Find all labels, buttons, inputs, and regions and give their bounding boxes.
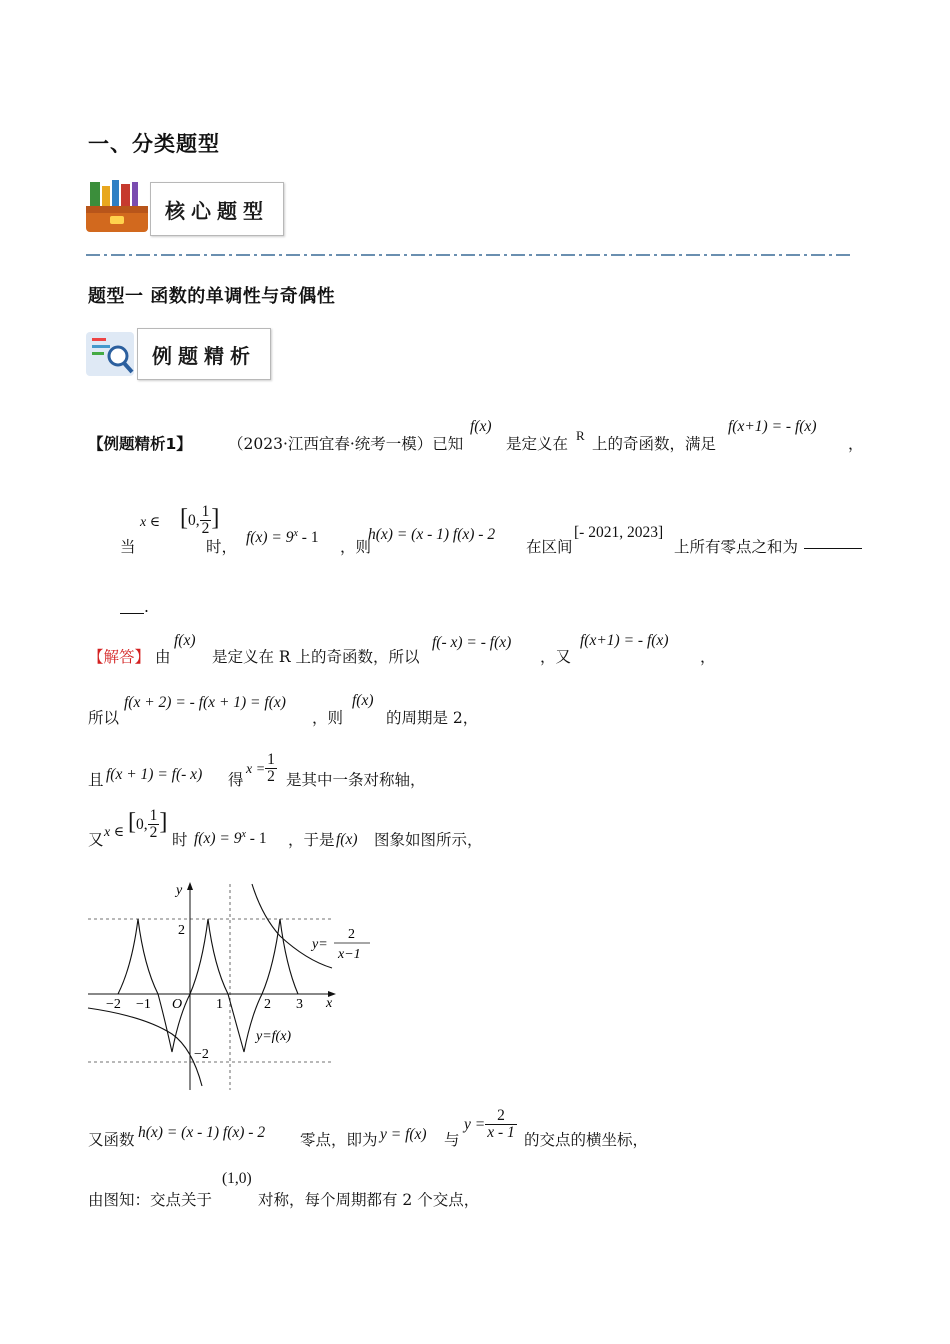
math-x-in: x ∈: [140, 515, 161, 530]
math-fx-c: f(x): [336, 831, 358, 848]
example-text-7: 上所有零点之和为: [674, 538, 799, 556]
answer-blank-cont: [120, 613, 144, 614]
math-fx2-eq: f(x + 2) = - f(x + 1) = f(x): [124, 694, 286, 711]
math-fx-a: f(x): [174, 632, 196, 649]
x-eq: x =: [246, 761, 266, 777]
core-types-banner: 核心题型: [150, 182, 284, 236]
comma: ，: [700, 648, 716, 666]
answer-l2c: 的周期是 2，: [386, 709, 479, 727]
math-fx-def-2: [194, 829, 267, 848]
x-tick-2: 2: [264, 997, 271, 1012]
section-title: 一、分类题型: [88, 132, 220, 156]
math-hx-def-2: h(x) = (x - 1) f(x) - 2: [138, 1124, 266, 1141]
half-num-3: 1: [149, 807, 158, 824]
answer-l6b: 对称，每个周期都有 2 个交点，: [258, 1191, 480, 1209]
example-number: 【例题精析1】: [88, 435, 192, 453]
x-tick-3: 3: [296, 997, 303, 1012]
math-point: (1,0): [222, 1170, 252, 1187]
half-den: 2: [201, 520, 210, 538]
math-fx1-eq: f(x+1) = - f(x): [728, 418, 817, 435]
interval-start-2: 0,: [136, 815, 148, 833]
example-text-2: 上的奇函数，满足: [592, 435, 717, 453]
answer-l1b: 是定义在 R 上的奇函数，所以: [212, 648, 420, 666]
hyperbola-label-den: x−1: [338, 947, 361, 962]
math-hx-def: h(x) = (x - 1) f(x) - 2: [368, 526, 496, 543]
fx-def-tail: - 1: [297, 529, 319, 547]
answer-l2a: 所以: [88, 709, 120, 727]
answer-l5d: 的交点的横坐标，: [524, 1131, 649, 1149]
half-den-2: 2: [267, 768, 275, 786]
math-range: [- 2021, 2023]: [574, 524, 664, 541]
math-fx: f(x): [470, 418, 492, 435]
example-text-4: 时，: [206, 538, 238, 556]
frac-num: 2: [485, 1108, 517, 1125]
toolbox-icon: [86, 180, 150, 234]
math-x-half: [246, 752, 277, 786]
y-tick-neg2: −2: [194, 1047, 209, 1062]
answer-label: 【解答】: [88, 648, 151, 666]
fx-def-text-2: f(x) = 9: [194, 830, 242, 848]
math-sym-eq: f(x + 1) = f(- x): [106, 766, 203, 783]
section-divider: [86, 242, 850, 246]
answer-l6a: 由图知：交点关于: [88, 1191, 213, 1209]
half-num: 1: [201, 503, 210, 520]
answer-l4b: 时: [172, 831, 188, 849]
answer-l3b: 得: [228, 771, 244, 789]
answer-l4a: 又: [88, 831, 104, 849]
example-label: [88, 432, 192, 454]
x-tick-neg2: −2: [106, 997, 121, 1012]
type-title: 题型一 函数的单调性与奇偶性: [88, 286, 336, 307]
origin-label: O: [172, 997, 183, 1012]
half-den-3: 2: [149, 824, 158, 842]
example-text-5: ，则: [340, 538, 372, 556]
example-text-3: 当: [120, 538, 136, 556]
math-x-in-2: x ∈: [104, 825, 125, 840]
answer-l1a: 由: [155, 648, 171, 666]
answer-l4d: 图象如图所示，: [374, 831, 483, 849]
answer-l5b: 零点，即为: [300, 1131, 378, 1149]
interval-half-2: [0, $\frac{1}{2}$ ]: [128, 807, 168, 842]
comma: ，: [848, 435, 864, 453]
example-analysis-banner: 例题精析: [137, 328, 271, 380]
y-lhs: y =: [464, 1115, 486, 1133]
frac-den: x - 1: [487, 1124, 515, 1142]
interval-start: 0,: [188, 511, 200, 529]
fx-def-text: f(x) = 9: [246, 529, 294, 547]
answer-l2b: ，则: [312, 709, 344, 727]
answer-l3a: 且: [88, 771, 104, 789]
x-tick-1: 1: [216, 997, 223, 1012]
math-fx-b: f(x): [352, 692, 374, 709]
x-axis-label: x: [326, 996, 333, 1011]
hyperbola-label-lhs: y=: [312, 937, 328, 952]
magnifier-icon: [86, 330, 138, 380]
answer-l3c: 是其中一条对称轴，: [286, 771, 426, 789]
example-source: （2023·江西宜春·统考一模）已知: [228, 435, 464, 453]
answer-l4c: ，于是: [288, 831, 335, 849]
fx-def-exp-2: x: [241, 829, 246, 840]
math-R: R: [576, 428, 585, 443]
fx-def-tail-2: - 1: [245, 830, 267, 848]
y-axis-label: y: [176, 883, 183, 898]
answer-l5c: 与: [444, 1131, 460, 1149]
answer-blank: [804, 548, 862, 549]
x-tick-neg1: −1: [136, 997, 151, 1012]
fx-def-exp: x: [293, 528, 298, 539]
math-y-eq: y = f(x): [380, 1126, 427, 1143]
y-tick-2: 2: [178, 923, 185, 938]
example-text-6: 在区间: [526, 538, 573, 556]
f-curve-label: y=f(x): [256, 1029, 292, 1044]
answer-l5a: 又函数: [88, 1131, 135, 1149]
hyperbola-label-num: 2: [348, 927, 355, 942]
math-fx1-eq-a: f(x+1) = - f(x): [580, 632, 669, 649]
math-odd-eq: f(- x) = - f(x): [432, 634, 512, 651]
math-fx-def: [246, 528, 319, 547]
interval-half-1: [0, $\frac{1}{2}$ ]: [180, 503, 220, 538]
answer-l1c: ，又: [540, 648, 572, 666]
math-y-frac: [464, 1108, 517, 1142]
half-num-2: 1: [267, 751, 275, 768]
function-graph: [84, 876, 384, 1092]
example-text-8: .: [144, 598, 149, 616]
example-text-1: 是定义在: [506, 435, 569, 453]
